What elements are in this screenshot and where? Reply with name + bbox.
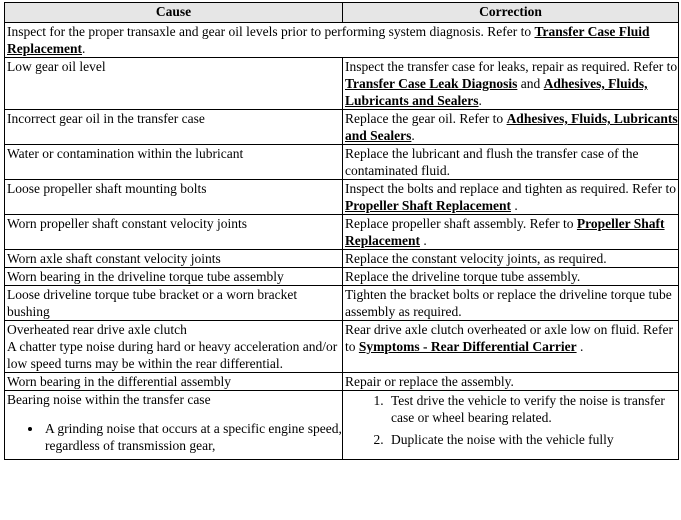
- list-item: 1. Test drive the vehicle to verify the noise is transfer case or wheel bearing related.: [387, 392, 678, 426]
- correction-cell: [343, 391, 679, 460]
- correction-cell: [343, 215, 679, 250]
- correction-text: Replace the gear oil. Refer to: [345, 111, 507, 126]
- correction-cell: Tighten the bracket bolts or replace the driveline torque tube assembly as required.: [343, 286, 679, 321]
- cause-cell: Worn propeller shaft constant velocity joints: [5, 215, 343, 250]
- adhesives-fluids-link[interactable]: Adhesives, Fluids, Lubricants and Sealers: [345, 76, 648, 108]
- propeller-shaft-replacement-link[interactable]: Propeller Shaft Replacement: [345, 198, 511, 213]
- correction-cell: Repair or replace the assembly.: [343, 373, 679, 391]
- symptoms-rear-differential-link[interactable]: Symptoms - Rear Differential Carrier: [358, 339, 577, 354]
- correction-text: .: [576, 339, 584, 354]
- cause-cell: Worn bearing in the driveline torque tube assembly: [5, 268, 343, 286]
- cause-cell: [5, 321, 343, 373]
- correction-cell: Replace the lubricant and flush the transfer case of the contaminated fluid.: [343, 145, 679, 180]
- table-row: [5, 373, 679, 391]
- table-row: [5, 268, 679, 286]
- table-row: [5, 391, 679, 460]
- bullet-list: [7, 420, 342, 454]
- correction-text: and: [517, 76, 544, 91]
- list-item: • A grinding noise that occurs at a specific engine speed, regardless of transmission gear,: [43, 420, 342, 454]
- correction-cell: Replace the driveline torque tube assembly.: [343, 268, 679, 286]
- cause-cell: Incorrect gear oil in the transfer case: [5, 110, 343, 145]
- cause-line: A chatter type noise during hard or heavy acceleration and/or low speed turns may be within the rear differential.: [7, 339, 338, 371]
- correction-cell: [343, 58, 679, 110]
- cause-cell: Worn bearing in the differential assembly: [5, 373, 343, 391]
- correction-text: .: [419, 233, 427, 248]
- table-row: [5, 215, 679, 250]
- cause-line: Overheated rear drive axle clutch: [7, 322, 187, 337]
- table-row: [5, 250, 679, 268]
- table-row: [5, 110, 679, 145]
- table-row: [5, 180, 679, 215]
- cause-cell: Loose driveline torque tube bracket or a worn bracket bushing: [5, 286, 343, 321]
- intro-after: .: [81, 41, 86, 56]
- correction-text: .: [411, 128, 415, 143]
- correction-cell: [343, 110, 679, 145]
- correction-text: .: [478, 93, 482, 108]
- table-row: [5, 321, 679, 373]
- header-row: [5, 3, 679, 23]
- table-row: [5, 286, 679, 321]
- transfer-case-leak-diagnosis-link[interactable]: Transfer Case Leak Diagnosis: [345, 76, 518, 91]
- correction-text: Rear drive axle clutch overheated or axle low on fluid. Refer to: [345, 322, 673, 354]
- cause-cell: Worn axle shaft constant velocity joints: [5, 250, 343, 268]
- correction-cell: [343, 180, 679, 215]
- table-row: [5, 145, 679, 180]
- cause-cell: [5, 391, 343, 460]
- correction-text: .: [510, 198, 518, 213]
- cause-cell: Low gear oil level: [5, 58, 343, 110]
- diagnosis-table-container: [4, 2, 678, 460]
- adhesives-fluids-link[interactable]: Adhesives, Fluids, Lubricants and Sealers: [345, 111, 678, 143]
- intro-text: Inspect for the proper transaxle and gear oil levels prior to performing system diagnosis. Refer to: [7, 24, 535, 39]
- steps-list: [345, 392, 678, 448]
- intro-row: [5, 23, 679, 58]
- correction-text: Inspect the transfer case for leaks, repair as required. Refer to: [345, 59, 678, 74]
- transfer-case-fluid-replacement-link[interactable]: Transfer Case Fluid Replacement: [7, 24, 650, 56]
- cause-header: Cause: [5, 3, 343, 23]
- correction-cell: [343, 321, 679, 373]
- diagnosis-table: [4, 2, 679, 460]
- cause-line: Bearing noise within the transfer case: [7, 392, 211, 407]
- cause-cell: Water or contamination within the lubricant: [5, 145, 343, 180]
- correction-text: Replace propeller shaft assembly. Refer to: [345, 216, 577, 231]
- list-item: 2. Duplicate the noise with the vehicle fully: [387, 431, 678, 448]
- intro-cell: [5, 23, 679, 58]
- cause-cell: Loose propeller shaft mounting bolts: [5, 180, 343, 215]
- correction-header: Correction: [343, 3, 679, 23]
- table-row: [5, 58, 679, 110]
- propeller-shaft-replacement-link[interactable]: Propeller Shaft Replacement: [345, 216, 665, 248]
- correction-cell: Replace the constant velocity joints, as required.: [343, 250, 679, 268]
- correction-text: Inspect the bolts and replace and tighten as required. Refer to: [345, 181, 677, 196]
